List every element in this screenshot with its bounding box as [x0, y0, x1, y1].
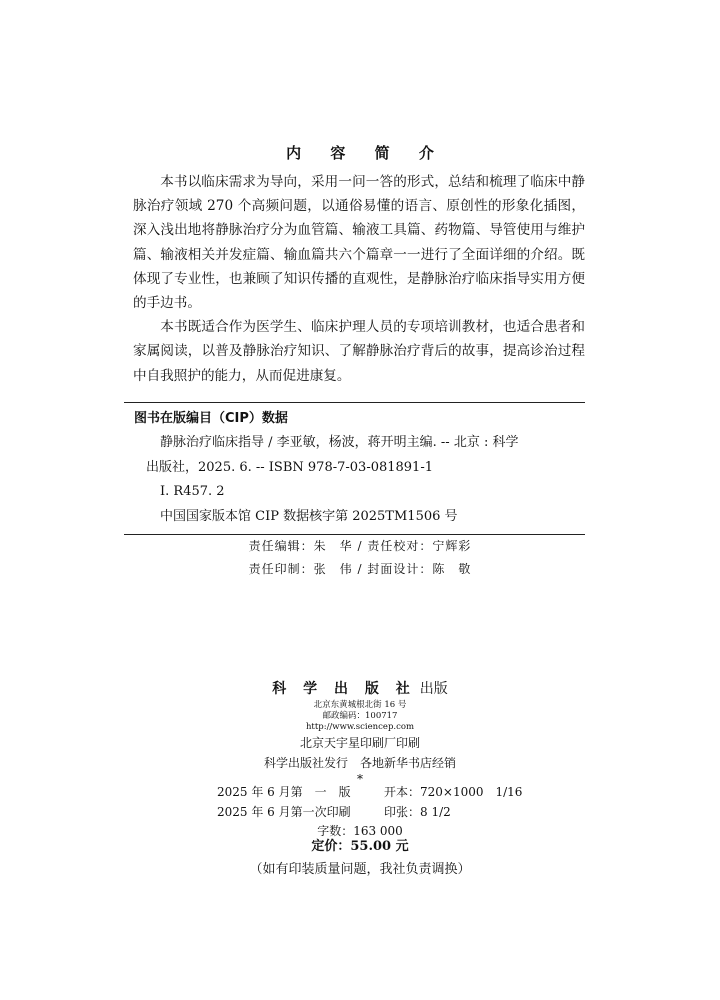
publisher-block — [0, 678, 720, 785]
editors-block — [0, 535, 720, 581]
summary-paragraph-2: 本书既适合作为医学生、临床护理人员的专项培训教材，也适合患者和家属阅读，以普及静脉治疗知识、了解静脉治疗背后的故事，提高诊治过程中自我照护的能力，从而促进康复。 — [133, 319, 585, 384]
editors-line-1: 责任编辑：朱 华 / 责任校对：宁辉彩 — [248, 539, 472, 553]
print-sheets: 印张：8 1/2 — [384, 804, 451, 819]
cip-heading: 图书在版编目（CIP）数据 — [134, 411, 288, 426]
price: 定价：55.00 元 — [311, 839, 409, 854]
publisher-website: http://www.sciencep.com — [305, 722, 415, 732]
page-title: 内 容 简 介 — [286, 144, 446, 162]
cip-data-block — [124, 402, 585, 535]
edition-line-2 — [0, 803, 720, 823]
publisher-postcode: 邮政编码：100717 — [322, 711, 398, 721]
separator-star: * — [357, 772, 363, 786]
editors-line-2: 责任印制：张 伟 / 封面设计：陈 敬 — [248, 562, 472, 576]
publisher-suffix: 出版 — [419, 681, 448, 697]
edition-block — [0, 783, 720, 842]
summary-paragraph-1: 本书以临床需求为导向，采用一问一答的形式，总结和梳理了临床中静脉治疗领域 270 个高频问题，以通俗易懂的语言、原创性的形象化插图，深入浅出地将静脉治疗分为血管篇、输液工具篇、药物篇、导管使用与维护篇、输液相关并发症篇、输血篇共六个篇章一一进行了全面详细的介绍。既体现了专业性，也兼顾了知识传播的直观性，是静脉治疗临床指导实用方便的手边书。 — [133, 174, 585, 312]
word-count: 字数：163 000 — [317, 824, 403, 838]
cip-entry-line-2: 出版社，2025. 6. -- ISBN 978-7-03-081891-1 — [146, 459, 433, 475]
printer-info: 北京天宇星印刷厂印刷 — [299, 736, 420, 750]
cip-entry-line-1: 静脉治疗临床指导 / 李亚敏，杨波，蒋开明主编. -- 北京 : 科学 — [160, 435, 519, 450]
book-format: 开本：720×1000 1/16 — [384, 785, 523, 799]
first-print-date: 2025 年 6 月第一次印刷 — [217, 804, 351, 819]
publisher-address: 北京东黄城根北街 16 号 — [313, 700, 407, 710]
publisher-logo-text: 科 学 出 版 社 — [272, 681, 416, 697]
first-edition-date: 2025 年 6 月第 一 版 — [217, 785, 351, 799]
cip-record-number: 中国国家版本馆 CIP 数据核字第 2025TM1506 号 — [160, 508, 458, 524]
quality-note: （如有印装质量问题，我社负责调换） — [249, 862, 471, 877]
cip-classification: Ⅰ. R457. 2 — [160, 484, 225, 499]
distribution-info: 科学出版社发行 各地新华书店经销 — [263, 756, 456, 770]
summary-section — [133, 170, 585, 388]
edition-line-1 — [0, 783, 720, 803]
publisher-name — [0, 678, 720, 700]
